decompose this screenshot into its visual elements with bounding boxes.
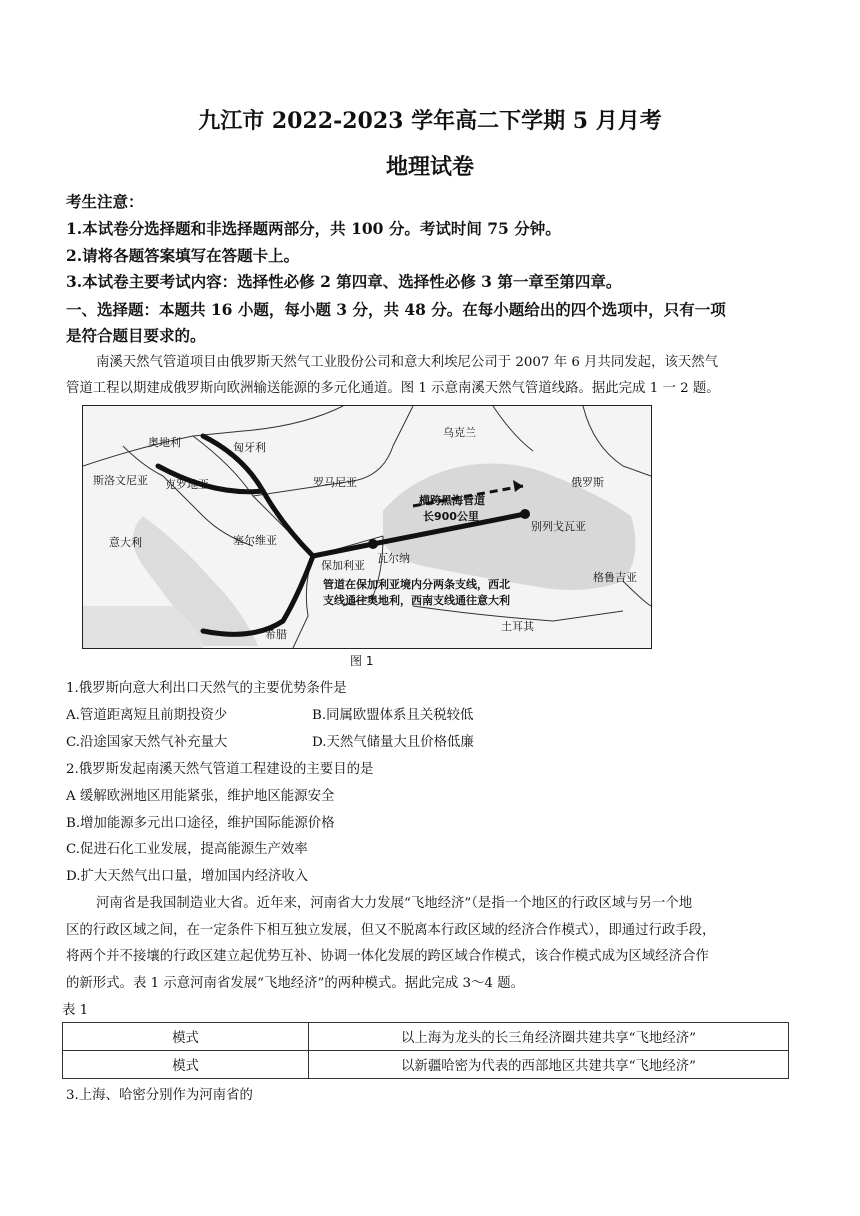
q1-option-b: B.同属欧盟体系且关税较低 (312, 708, 474, 723)
q2-option-b: B.增加能源多元出口途径，维护国际能源价格 (66, 816, 335, 831)
passage2-line1: 河南省是我国制造业大省。近年来，河南省大力发展“飞地经济”（是指一个地区的行政区域与另一个地 (96, 896, 693, 911)
beregovaya-marker (520, 509, 530, 519)
label-sea-route-1: 横跨黑海管道 (419, 494, 485, 507)
notice-heading: 考生注意： (66, 192, 144, 211)
q1-option-a: A.管道距离短且前期投资少 (66, 708, 228, 723)
label-slovenia: 斯洛文尼亚 (93, 474, 148, 487)
label-serbia: 塞尔维亚 (233, 534, 277, 547)
notice-item-3: 3.本试卷主要考试内容：选择性必修 2 第四章、选择性必修 3 第一章至第四章。 (66, 272, 622, 291)
notice-item-2: 2.请将各题答案填写在答题卡上。 (66, 246, 300, 265)
table-label: 表 1 (62, 1003, 89, 1018)
q1-option-d: D.天然气储量大且价格低廉 (312, 735, 474, 750)
label-austria: 奥地利 (148, 436, 181, 449)
label-romania: 罗马尼亚 (313, 476, 357, 489)
passage2-line4: 的新形式。表 1 示意河南省发展“飞地经济”的两种模式。据此完成 3～4 题。 (66, 976, 524, 991)
title: 九江市 2022-2023 学年高二下学期 5 月月考 (198, 108, 662, 134)
passage2-line2: 区的行政区域之间，在一定条件下相互独立发展，但又不脱离本行政区域的经济合作模式），即通过行政手段， (66, 923, 716, 938)
varna-marker (368, 539, 378, 549)
label-ukraine: 乌克兰 (443, 426, 476, 439)
label-russia: 俄罗斯 (571, 476, 604, 489)
label-beregovaya: 别列戈瓦亚 (531, 520, 586, 533)
label-croatia: 克罗地亚 (165, 478, 209, 491)
table-row (63, 1051, 789, 1079)
label-greece: 希腊 (265, 628, 287, 641)
passage1-line2: 管道工程以期建成俄罗斯向欧洲输送能源的多元化通道。图 1 示意南溪天然气管道线路。据此完成 1 一 2 题。 (66, 381, 720, 396)
q2-option-c: C.促进石化工业发展，提高能源生产效率 (66, 842, 308, 857)
table-cell-desc: 以上海为龙头的长三角经济圈共建共享“飞地经济” (309, 1023, 789, 1051)
label-georgia: 格鲁吉亚 (593, 571, 637, 584)
q2-stem: 2.俄罗斯发起南溪天然气管道工程建设的主要目的是 (66, 762, 374, 777)
section-heading-cont: 是符合题目要求的。 (66, 326, 206, 345)
table-row (63, 1023, 789, 1051)
map-note-2: 支线通往奥地利，西南支线通往意大利 (323, 594, 510, 607)
q1-stem: 1.俄罗斯向意大利出口天然气的主要优势条件是 (66, 681, 347, 696)
pipeline-map (82, 405, 652, 649)
q2-option-d: D.扩大天然气出口量，增加国内经济收入 (66, 869, 309, 884)
label-italy: 意大利 (109, 536, 142, 549)
figure-caption: 图 1 (350, 654, 374, 668)
table-cell-mode: 模式 (63, 1051, 309, 1079)
subtitle: 地理试卷 (385, 154, 474, 180)
notice-item-1: 1.本试卷分选择题和非选择题两部分，共 100 分。考试时间 75 分钟。 (66, 219, 561, 238)
mode-table (62, 1022, 789, 1079)
label-hungary: 匈牙利 (233, 441, 266, 454)
label-sea-route-2: 长900公里 (423, 510, 479, 523)
label-turkey: 土耳其 (501, 620, 534, 633)
table-cell-mode: 模式 (63, 1023, 309, 1051)
passage1-line1: 南溪天然气管道项目由俄罗斯天然气工业股份公司和意大利埃尼公司于 2007 年 6 月共同发起，该天然气 (96, 355, 719, 370)
table-cell-desc: 以新疆哈密为代表的西部地区共建共享“飞地经济” (309, 1051, 789, 1079)
label-bulgaria: 保加利亚 (321, 559, 365, 572)
passage2-line3: 将两个并不接壤的行政区建立起优势互补、协调一体化发展的跨区域合作模式，该合作模式成为区域经济合作 (66, 949, 709, 964)
q1-option-c: C.沿途国家天然气补充量大 (66, 735, 228, 750)
q3-stem: 3.上海、哈密分别作为河南省的 (66, 1088, 253, 1103)
section-heading: 一、选择题：本题共 16 小题，每小题 3 分，共 48 分。在每小题给出的四个选项中，只有一项 (66, 300, 726, 319)
q2-option-a: A 缓解欧洲地区用能紧张，维护地区能源安全 (66, 789, 335, 804)
label-varna: 瓦尔纳 (377, 552, 410, 565)
map-note-1: 管道在保加利亚境内分两条支线，西北 (323, 578, 510, 591)
